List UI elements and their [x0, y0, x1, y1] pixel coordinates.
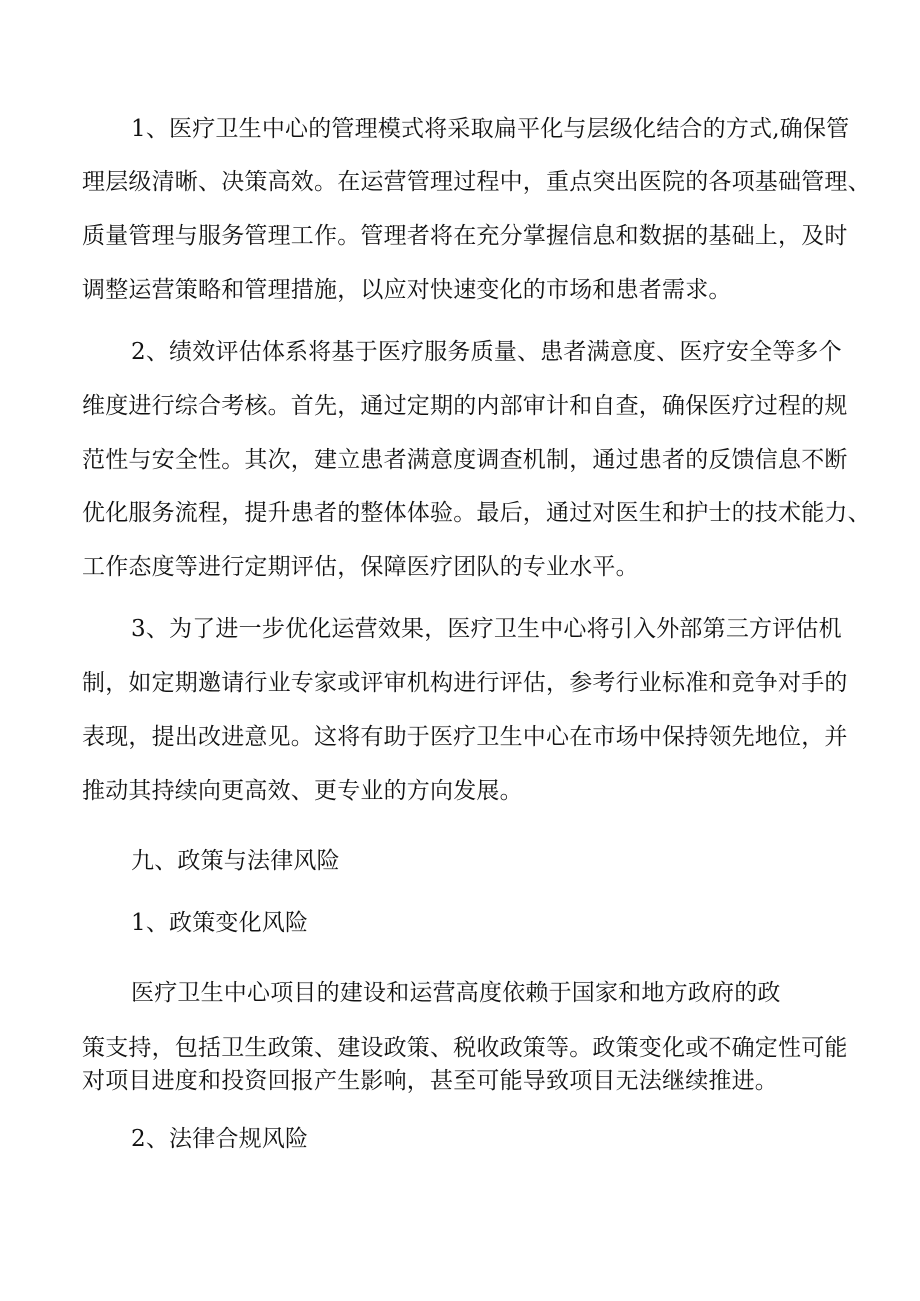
paragraph-4-line-3: 对项目进度和投资回报产生影响，甚至可能导致项目无法继续推进。: [82, 1068, 778, 1094]
subheading-policy-change-risk: 1、政策变化风险: [131, 910, 309, 936]
paragraph-1-line-2: 理层级清晰、决策高效。在运营管理过程中，重点突出医院的各项基础管理、: [82, 169, 871, 195]
paragraph-4-line-2: 策支持，包括卫生政策、建设政策、税收政策等。政策变化或不确定性可能: [82, 1035, 848, 1061]
paragraph-3-line-3: 表现，提出改进意见。这将有助于医疗卫生中心在市场中保持领先地位，并: [82, 724, 848, 750]
paragraph-2-line-5: 工作态度等进行定期评估，保障医疗团队的专业水平。: [82, 554, 639, 580]
paragraph-2-line-1: 2、绩效评估体系将基于医疗服务质量、患者满意度、医疗安全等多个: [131, 339, 842, 365]
paragraph-3-line-4: 推动其持续向更高效、更专业的方向发展。: [82, 778, 523, 804]
paragraph-3-line-2: 制，如定期邀请行业专家或评审机构进行评估，参考行业标准和竞争对手的: [82, 670, 848, 696]
paragraph-1-line-3: 质量管理与服务管理工作。管理者将在充分掌握信息和数据的基础上，及时: [82, 223, 848, 249]
paragraph-1-line-4: 调整运营策略和管理措施，以应对快速变化的市场和患者需求。: [82, 277, 732, 303]
paragraph-4-line-1: 医疗卫生中心项目的建设和运营高度依赖于国家和地方政府的政: [131, 980, 781, 1006]
paragraph-2-line-2: 维度进行综合考核。首先，通过定期的内部审计和自查，确保医疗过程的规: [82, 393, 848, 419]
paragraph-1-line-1: 1、医疗卫生中心的管理模式将采取扁平化与层级化结合的方式,确保管: [131, 116, 850, 142]
paragraph-2-line-4: 优化服务流程，提升患者的整体体验。最后，通过对医生和护士的技术能力、: [82, 500, 871, 526]
section-heading: 九、政策与法律风险: [131, 848, 340, 874]
subheading-legal-compliance-risk: 2、法律合规风险: [131, 1126, 309, 1152]
paragraph-3-line-1: 3、为了进一步优化运营效果，医疗卫生中心将引入外部第三方评估机: [131, 616, 842, 642]
paragraph-2-line-3: 范性与安全性。其次，建立患者满意度调查机制，通过患者的反馈信息不断: [82, 447, 848, 473]
